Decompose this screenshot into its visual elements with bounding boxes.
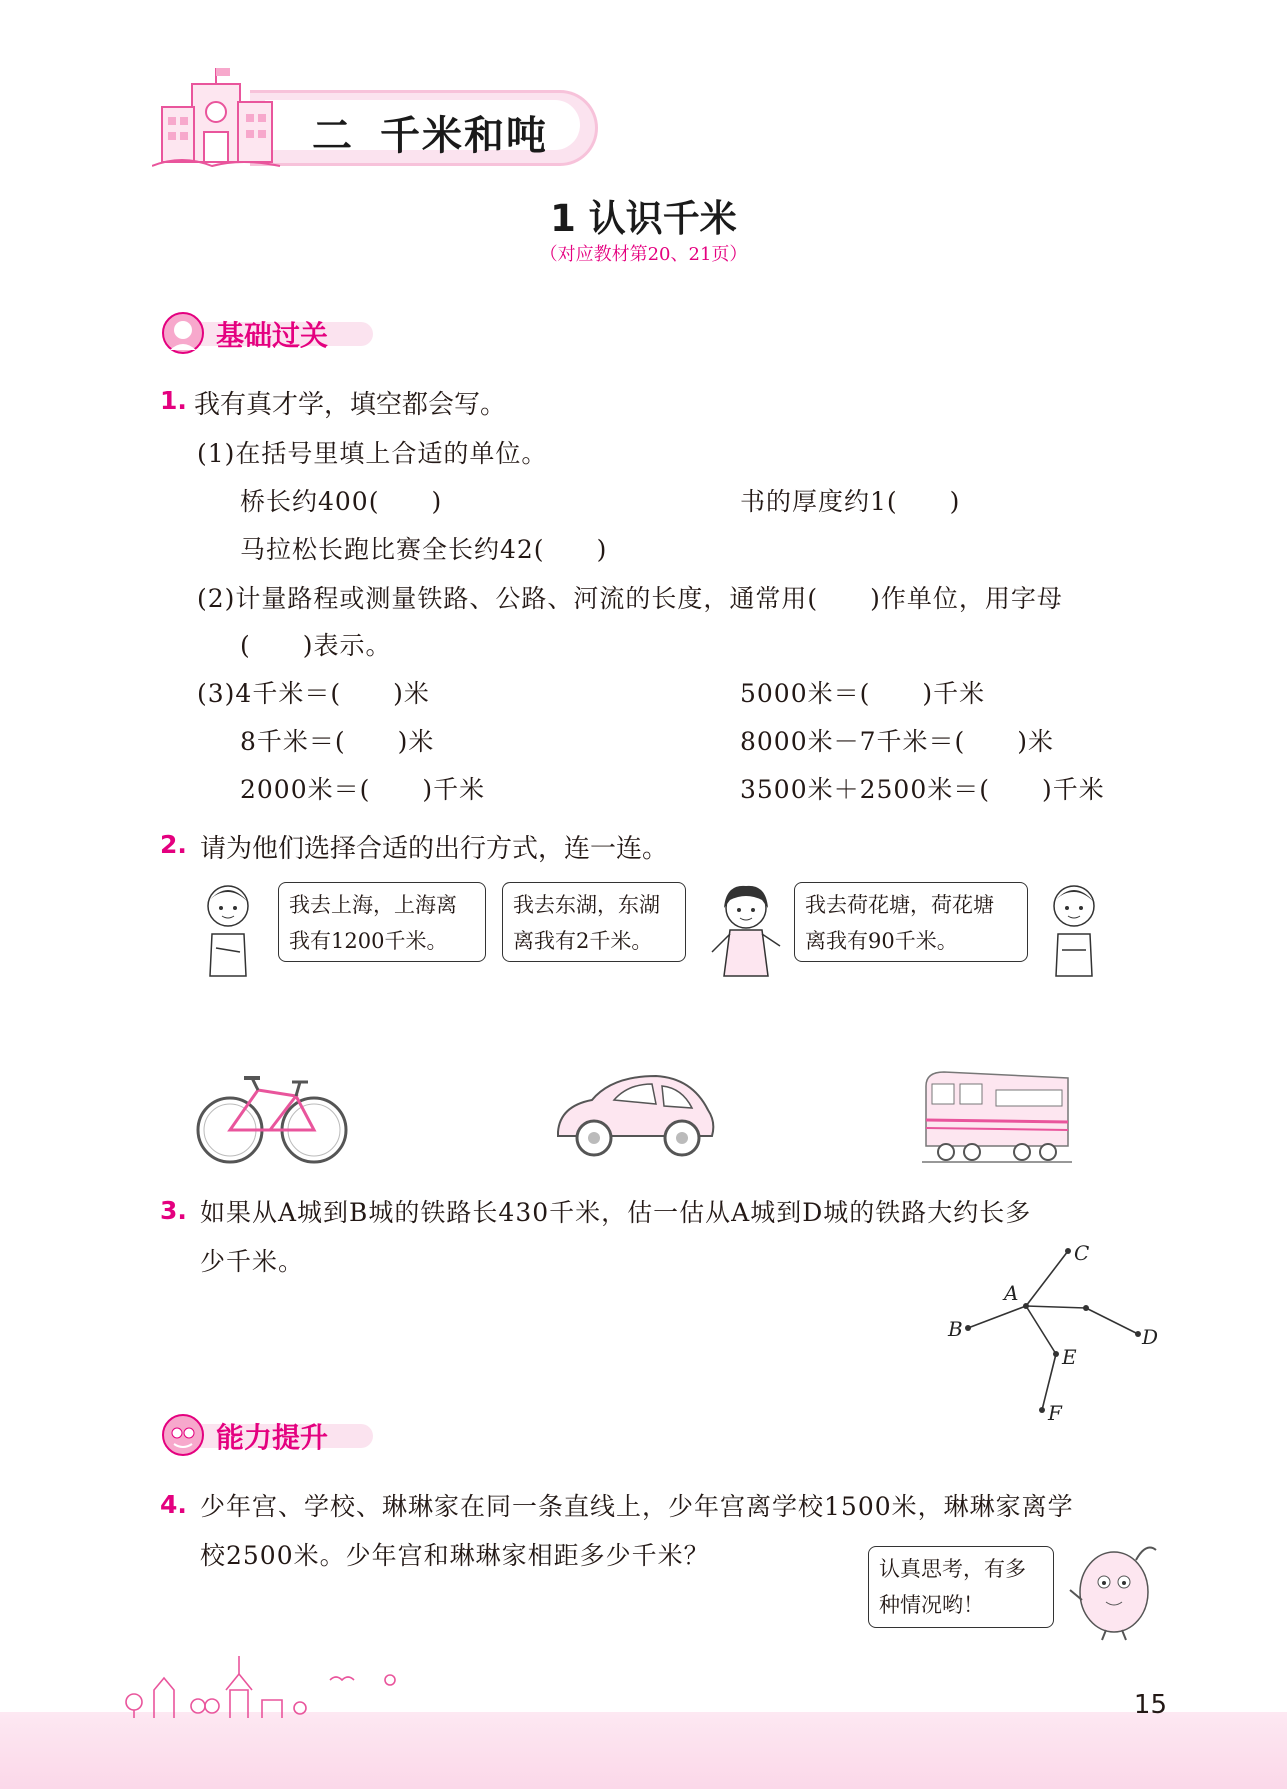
q1-part3-f: 3500米＋2500米＝( )千米 [740,775,1105,804]
q1-part2-line2: ( )表示。 [240,631,392,660]
speech-bubble-donghu [502,882,686,962]
lesson-reference: （对应教材第20、21页） [539,244,748,265]
point-c [1065,1248,1071,1254]
train-icon [922,1068,1072,1166]
q1-part3-a: (3)4千米＝( )米 [197,679,430,708]
bubble-shanghai-line2: 我有1200千米。 [289,929,448,953]
hint-line1: 认真思考，有多 [879,1557,1026,1581]
section-advanced-title: 能力提升 [216,1421,329,1454]
q1-part2-line1: (2)计量路程或测量铁路、公路、河流的长度，通常用( )作单位，用字母 [197,584,1063,613]
chapter-name: 千米和吨 [380,113,548,159]
point-b [965,1325,971,1331]
footer-town-illustration-icon [120,1650,410,1720]
bubble-hehuatang-line2: 离我有90千米。 [805,929,958,953]
section-basic-title: 基础过关 [216,319,329,352]
q1-part1-bridge: 桥长约400( ) [240,487,443,516]
bubble-shanghai-line1: 我去上海，上海离 [289,893,457,917]
bubble-hehuatang-line1: 我去荷花塘，荷花塘 [805,893,994,917]
footer-band [0,1712,1287,1789]
question-4-number: 4. [160,1490,187,1519]
label-d: D [1142,1325,1159,1349]
question-1-number: 1. [160,386,187,415]
point-a [1023,1303,1029,1309]
hint-bubble [868,1546,1054,1628]
chapter-title [312,104,548,161]
page-number: 15 [1133,1690,1167,1720]
q1-part3-d: 8000米－7千米＝( )米 [740,727,1055,756]
q1-part1-marathon: 马拉松长跑比赛全长约42( ) [240,535,608,564]
label-c: C [1074,1241,1090,1265]
teacher-avatar-icon [160,310,206,356]
label-b: B [948,1317,963,1341]
hint-line2: 种情况哟！ [879,1593,984,1617]
q1-part1-book: 书的厚度约1( ) [740,487,961,516]
q1-part3-e: 2000米＝( )千米 [240,775,486,804]
bicycle-icon [196,1066,348,1166]
speech-bubble-shanghai [278,882,486,962]
speech-bubble-hehuatang [794,882,1028,962]
question-3-line1: 如果从A城到B城的铁路长430千米，估一估从A城到D城的铁路大约长多 [200,1198,1032,1227]
car-icon [552,1070,718,1162]
point-d [1135,1331,1141,1337]
boy-character-icon [198,878,260,978]
question-3-number: 3. [160,1196,187,1225]
question-1-title: 我有真才学，填空都会写。 [194,390,507,420]
q1-part3-b: 5000米＝( )千米 [740,679,986,708]
bubble-donghu-line1: 我去东湖，东湖 [513,893,660,917]
railway-map-diagram [940,1236,1160,1426]
label-f: F [1048,1401,1062,1425]
question-4-line1: 少年宫、学校、琳琳家在同一条直线上，少年宫离学校1500米，琳琳家离学 [200,1492,1074,1521]
q1-part1-intro: (1)在括号里填上合适的单位。 [197,439,548,468]
point-f [1039,1407,1045,1413]
lesson-title: 1 认识千米 [550,197,737,240]
point-e [1053,1351,1059,1357]
building-illustration-icon [152,62,282,172]
girl-character-icon [708,878,784,978]
chapter-number: 二 [312,113,354,159]
mascot-character-icon [1066,1532,1162,1642]
professor-avatar-icon [160,1412,206,1458]
point-mid [1083,1305,1089,1311]
boy-character-2-icon [1044,878,1104,978]
question-4-line2: 校2500米。少年宫和琳琳家相距多少千米？ [200,1541,710,1570]
question-2-title: 请为他们选择合适的出行方式，连一连。 [200,834,669,864]
label-a: A [1004,1281,1019,1305]
question-3-line2: 少千米。 [200,1247,305,1276]
q1-part3-c: 8千米＝( )米 [240,727,435,756]
question-2-number: 2. [160,830,187,859]
bubble-donghu-line2: 离我有2千米。 [513,929,653,953]
label-e: E [1062,1345,1077,1369]
